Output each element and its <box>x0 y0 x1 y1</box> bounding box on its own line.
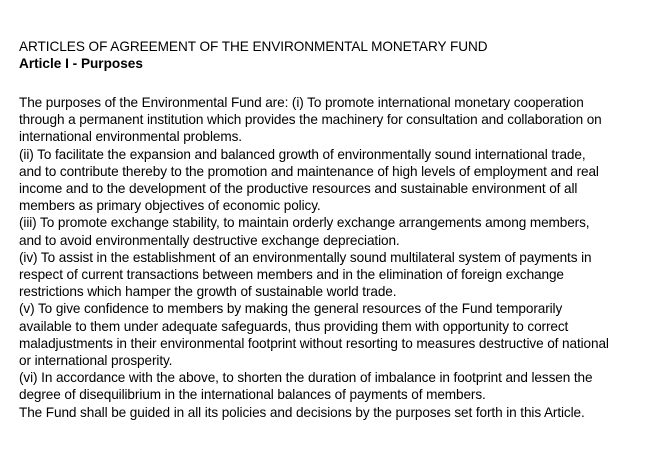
document <box>19 38 655 421</box>
body-line: or international prosperity. <box>19 353 173 369</box>
article-heading: Article I - Purposes <box>19 56 143 71</box>
body-line: and to contribute thereby to the promotion and maintenance of high levels of employment and real <box>19 163 599 179</box>
document-title: ARTICLES OF AGREEMENT OF THE ENVIRONMENTAL MONETARY FUND <box>19 39 488 54</box>
body-line: degree of disequilibrium in the international balances of payments of members. <box>19 387 486 403</box>
body-line: (ii) To facilitate the expansion and balanced growth of environmentally sound international trade, <box>19 146 586 162</box>
body-line: maladjustments in their environmental footprint without resorting to measures destructive of national <box>19 335 609 351</box>
body-line: The purposes of the Environmental Fund are: (i) To promote international monetary cooperation <box>19 95 584 110</box>
body-line: The Fund shall be guided in all its policies and decisions by the purposes set forth in this Article. <box>19 404 585 420</box>
body-line: and to avoid environmentally destructive exchange depreciation. <box>19 232 400 248</box>
body-line: members as primary objectives of economic policy. <box>19 198 321 214</box>
article-body <box>19 94 655 421</box>
body-line: international environmental problems. <box>19 129 242 145</box>
body-line: (v) To give confidence to members by making the general resources of the Fund temporarily <box>19 301 563 317</box>
body-line: (iii) To promote exchange stability, to maintain orderly exchange arrangements among members, <box>19 215 590 231</box>
body-line: through a permanent institution which provides the machinery for consultation and collaboration on <box>19 112 602 128</box>
body-line: respect of current transactions between members and in the elimination of foreign exchange <box>19 267 564 283</box>
body-line: (vi) In accordance with the above, to shorten the duration of imbalance in footprint and lessen the <box>19 370 593 386</box>
body-line: (iv) To assist in the establishment of an environmentally sound multilateral system of payments in <box>19 249 592 265</box>
body-line: available to them under adequate safeguards, thus providing them with opportunity to correct <box>19 318 569 334</box>
body-line: restrictions which hamper the growth of sustainable world trade. <box>19 284 397 300</box>
body-line: income and to the development of the productive resources and sustainable environment of all <box>19 181 578 197</box>
